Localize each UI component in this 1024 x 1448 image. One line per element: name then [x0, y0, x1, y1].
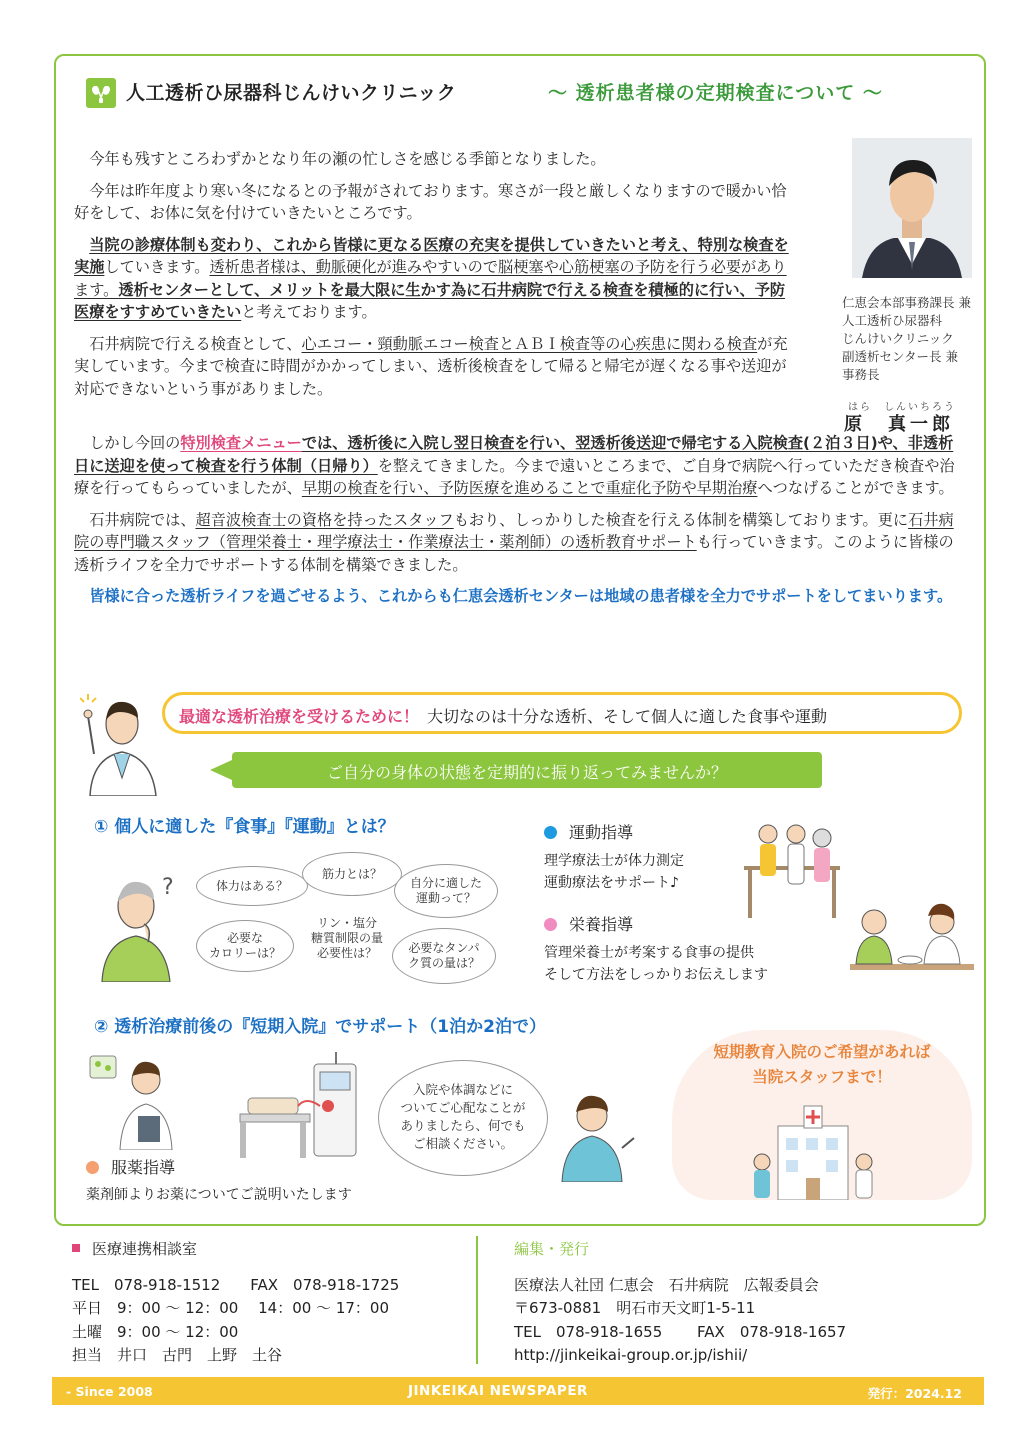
svg-text:?: ?: [162, 875, 174, 900]
question-bubble: 自分に適した 運動って？: [394, 864, 498, 918]
doctor-illustration: [80, 684, 166, 796]
closing-paragraph: 皆様に合った透析ライフを過ごせるよう、これからも仁恵会透析センターは地域の患者様を全力でサポートをしてまいります。: [89, 587, 953, 605]
text-run: と考えております。: [241, 303, 377, 321]
question-bubble: リン・塩分 糖質制限の量 必要性は？: [296, 906, 398, 970]
contact-staff: 担当 井口 古門 上野 土谷: [72, 1346, 283, 1364]
medication-description: 薬剤師よりお薬についてご説明いたします: [86, 1187, 352, 1203]
question-bubble: 必要な カロリーは？: [196, 920, 294, 972]
text-run: 石井病院では、: [89, 510, 196, 529]
text-run: もおり、しっかりした検査を行える体制を構築しております。更に: [453, 510, 909, 529]
nutrition-heading: [544, 912, 633, 935]
publisher-section: [514, 1238, 984, 1368]
contact-tel: TEL 078-918-1512 FAX 078-918-1725: [72, 1275, 400, 1294]
paragraph-2: 今年は昨年度より寒い冬になるとの予報がされております。寒さが一段と厳しくなりますので暖かい恰好をして、お体に気を付けていきたいところです。: [74, 181, 787, 222]
publisher-tel: TEL 078-918-1655 FAX 078-918-1657: [514, 1322, 847, 1341]
text-run: が充実しています。今まで検査に時間がかかってしまい、透析後検査をして帰ると帰宅が遅くなる事や送迎が対応できないという事がありました。: [74, 334, 788, 398]
medication-heading-label: 服薬指導: [111, 1158, 176, 1177]
paragraph-6: [74, 509, 959, 577]
page-title: ～ 透析患者様の定期検査について ～: [548, 82, 883, 104]
exercise-heading: [544, 820, 633, 843]
text-run: 特別検査メニュー: [180, 434, 302, 452]
question-bubble: 体力はある？: [196, 866, 308, 906]
author-title-line: 副透析センター長 兼: [842, 349, 958, 364]
article-body: [74, 432, 959, 617]
footer-issue-date: 発行：2024.12: [867, 1386, 962, 1401]
exercise-line: 理学療法士が体力測定: [544, 853, 684, 869]
hospital-illustration: [748, 1096, 878, 1200]
publisher-org: 医療法人社団 仁恵会 石井病院 広報委員会: [514, 1275, 819, 1294]
text-run: も行っていきます。このように皆様の透析ライフを全力でサポートする体制を構築できました。: [74, 533, 954, 574]
thinking-man-illustration: [96, 862, 188, 982]
exercise-heading-label: 運動指導: [569, 823, 634, 842]
cta-line: 当院スタッフまで！: [752, 1068, 892, 1086]
kidney-icon: [86, 78, 116, 108]
text-run: へつなげることができます。: [757, 479, 954, 497]
pink-dot-icon: [544, 918, 557, 931]
author-name: 原 真一郎: [844, 414, 954, 435]
publisher-address: 〒673-0881 明石市天文町1-5-11: [514, 1299, 756, 1317]
footer-newspaper-name: JINKEIKAI NEWSPAPER: [408, 1383, 588, 1399]
contact-weekday-hours: 平日 9：00 ～ 12：00 14：00 ～ 17：00: [72, 1299, 389, 1317]
author-titles: [842, 294, 982, 384]
text-run: 透析患者様は、動脈硬化が進みやすいので脳梗塞や心筋梗塞の予防を行う必要があります。: [74, 258, 787, 299]
footer-bar: [52, 1377, 984, 1405]
pharmacist-illustration: [86, 1050, 180, 1150]
dialysis-machine-illustration: [236, 1050, 366, 1162]
cta-line: 短期教育入院のご希望があれば: [713, 1043, 931, 1061]
text-run: 石井病院で行える検査として、: [89, 334, 302, 353]
author-photo: [852, 138, 972, 278]
text-run: 透析センターとして、メリットを最大限に生かす為に石井病院で行える検査を積極的に行い、予防医療をすすめていきたい: [74, 280, 786, 321]
footer-since: - Since 2008: [66, 1384, 153, 1399]
nutrition-line: そして方法をしっかりお伝えします: [544, 967, 768, 983]
paragraph-5: [74, 432, 959, 500]
nutrition-heading-label: 栄養指導: [569, 915, 634, 934]
section-1-title: ① 個人に適した『食事』『運動』とは？: [94, 817, 395, 837]
article-intro: [74, 148, 796, 409]
author-title-line: 事務長: [842, 367, 880, 382]
section-2-title: ② 透析治療前後の『短期入院』でサポート（1泊か2泊で）: [94, 1017, 546, 1037]
publisher-url[interactable]: http://jinkeikai-group.or.jp/ishii/: [514, 1346, 748, 1364]
medication-heading: [86, 1155, 175, 1178]
paragraph-4: [74, 333, 796, 401]
author-furigana: はら しんいちろう: [848, 402, 956, 413]
reflection-banner: ご自分の身体の状態を定期的に振り返ってみませんか？: [232, 752, 822, 788]
text-run: 石井病院の専門職スタッフ（管理栄養士・理学療法士・作業療法士・薬剤師）の透析教育サポート: [74, 510, 954, 551]
text-run: では、透析後に入院し翌日検査を行い、翌透析後送迎で帰宅する入院検査(２泊３日)や、非透析日に送迎を使って検査を行う体制（日帰り）: [74, 434, 954, 475]
clinic-name: 人工透析ひ尿器科じんけいクリニック: [126, 82, 457, 104]
text-run: 早期の検査を行い、予防医療を進めることで重症化予防や早期治療: [301, 479, 758, 497]
text-run: を整えてきました。今まで遠いところまで、ご自身で病院へ行っていただき検査や治療を行ってもらっていましたが、: [74, 456, 955, 497]
nutrition-description: [544, 942, 768, 986]
text-run: しかし今回の: [89, 434, 181, 452]
cta-text: [672, 1040, 972, 1090]
text-run: 超音波検査士の資格を持ったスタッフ: [195, 510, 454, 529]
exercise-description: [544, 850, 684, 894]
question-bubble: 必要なタンパ ク質の量は？: [392, 928, 496, 984]
paragraph-1: 今年も残すところわずかとなり年の瀬の忙しさを感じる季節となりました。: [89, 150, 606, 168]
consultation-text: 入院や体調などに ついてご心配なことが ありましたら、何でも ご相談ください。: [400, 1082, 526, 1151]
blue-dot-icon: [544, 826, 557, 839]
nurse-illustration: [548, 1086, 638, 1182]
nutrition-line: 管理栄養士が考案する食事の提供: [544, 945, 754, 961]
exercise-line: 運動療法をサポート♪: [544, 875, 679, 891]
contact-title-label: 医療連携相談室: [92, 1240, 198, 1258]
paragraph-3: [74, 234, 796, 324]
speech-bubble: [162, 692, 962, 734]
nutrition-illustration: [850, 900, 974, 986]
text-run: 心エコー・頸動脈エコー検査とＡＢＩ検査等の心疾患に関わる検査: [301, 334, 758, 353]
text-run: 当院の診療体制も変わり、これから皆様に更なる医療の充実を提供していきたいと考え、特別な検査を実施: [74, 235, 789, 276]
author-title-line: じんけいクリニック: [842, 331, 954, 346]
question-bubble: 筋力とは？: [302, 852, 402, 896]
contact-divider: [476, 1236, 478, 1364]
contact-section: [72, 1238, 472, 1368]
contact-title: [72, 1238, 472, 1262]
author-title-line: 人工透析ひ尿器科: [842, 313, 943, 328]
orange-dot-icon: [86, 1161, 99, 1174]
rehab-illustration: [738, 820, 846, 920]
contact-saturday-hours: 土曜 9：00 ～ 12：00: [72, 1322, 239, 1341]
publisher-title: 編集・発行: [514, 1240, 590, 1258]
text-run: していきます。: [104, 258, 210, 276]
speech-highlight: 最適な透析治療を受けるために！: [179, 707, 420, 726]
author-title-line: 仁恵会本部事務課長 兼: [842, 295, 971, 310]
pink-square-icon: [72, 1244, 80, 1252]
consultation-bubble: [378, 1060, 548, 1176]
speech-text: 大切なのは十分な透析、そして個人に適した食事や運動: [427, 707, 828, 726]
